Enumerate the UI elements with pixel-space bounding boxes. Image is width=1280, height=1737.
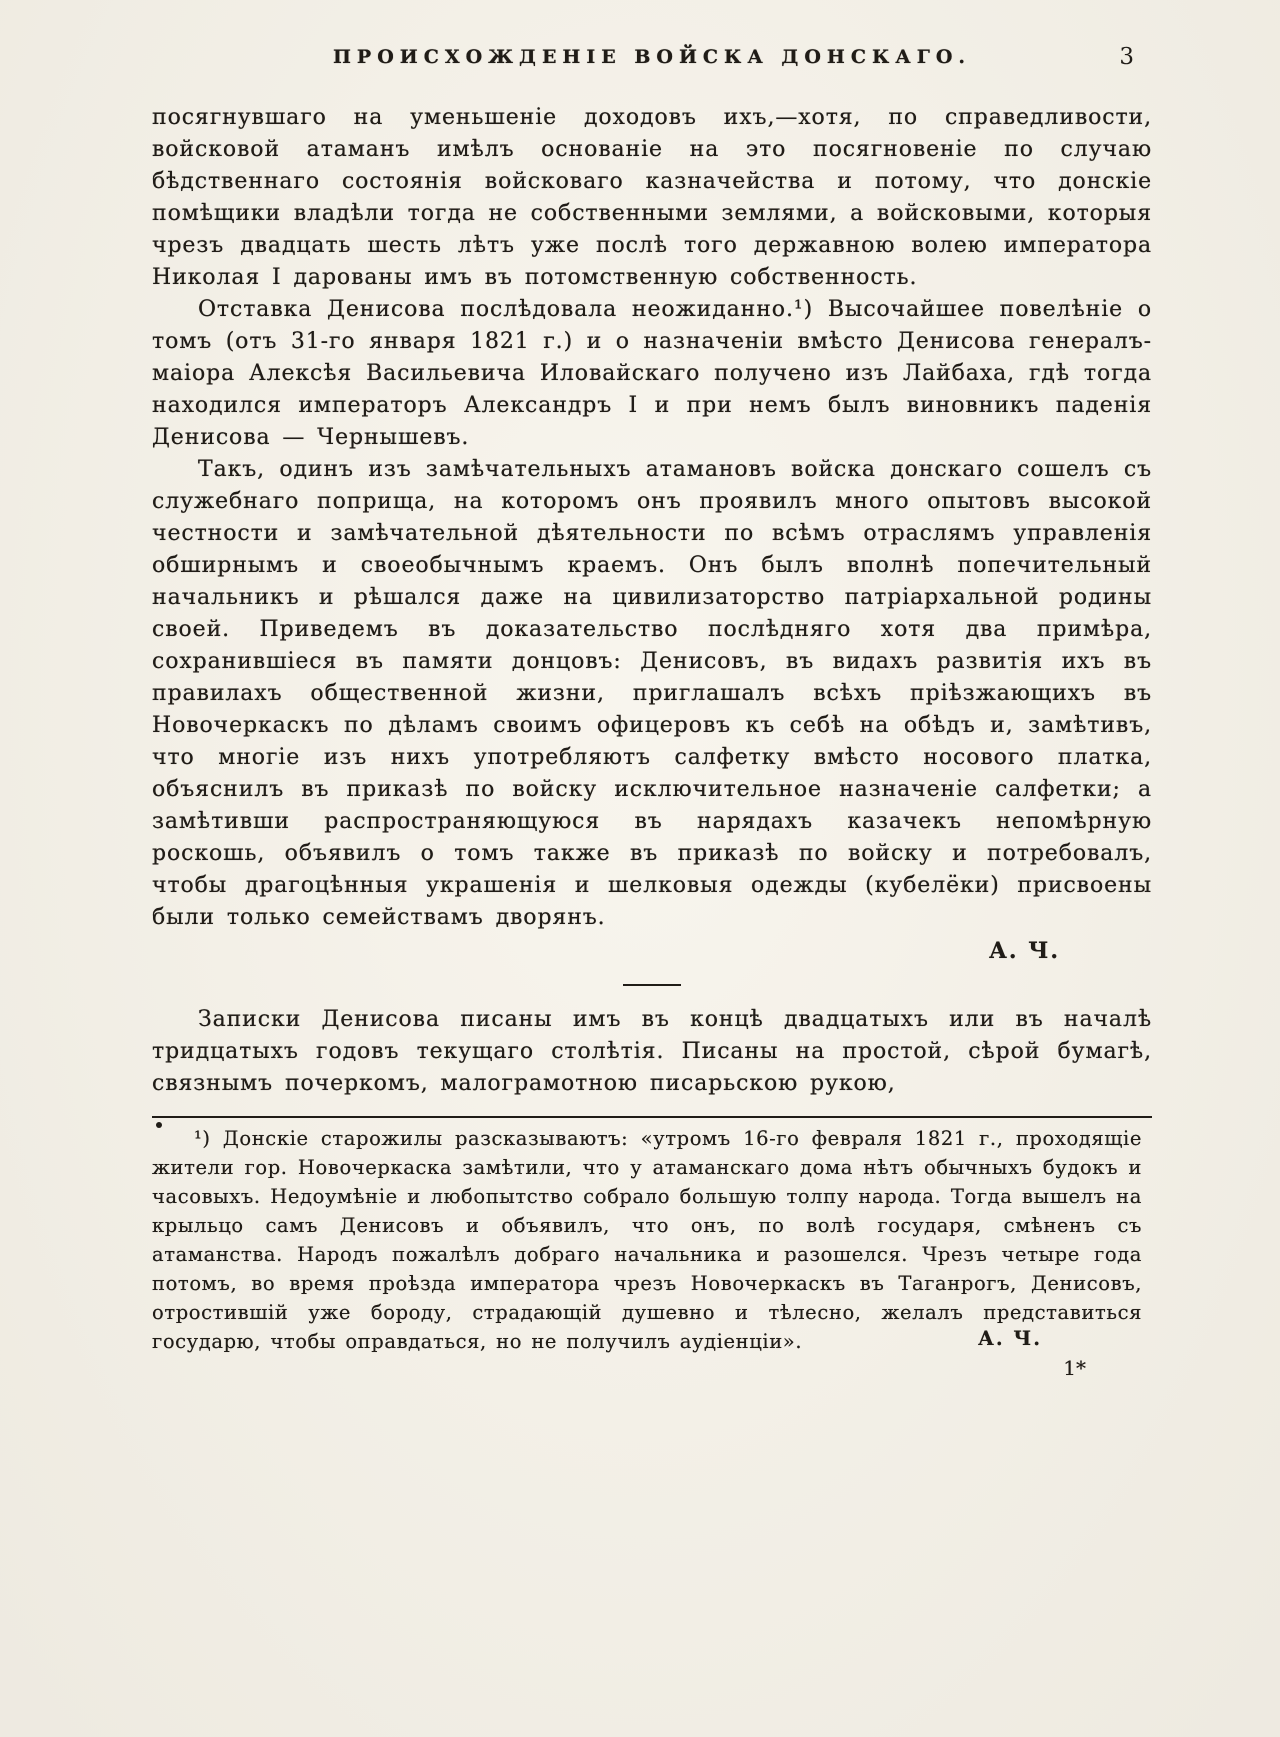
main-text-block <box>152 102 1152 934</box>
paragraph: Записки Денисова писаны имъ въ концѣ двадцатыхъ или въ началѣ тридцатыхъ годовъ текущаго столѣтія. Писаны на простой, сѣрой бумагѣ, связнымъ почеркомъ, малограмотною писарьскою рукою, <box>152 1007 1152 1096</box>
section-divider <box>623 984 681 986</box>
author-initials: А. Ч. <box>989 938 1060 964</box>
page-number: 3 <box>1119 44 1134 70</box>
signature-mark: 1* <box>1063 1356 1086 1380</box>
paragraph-continuation: посягнувшаго на уменьшеніе доходовъ ихъ,—хотя, по справедливости, войсковой атаманъ имѣлъ основаніе на это посягновеніе по случаю бѣдственнаго состоянія войсковаго казначейства и потому, что донскіе помѣщики владѣли тогда не собственными землями, а войсковыми, которыя чрезъ двадцать шесть лѣтъ уже послѣ того державною волею императора Николая I дарованы имъ въ потомственную собственность. <box>152 105 1152 290</box>
page-header <box>152 46 1152 76</box>
footnote-rule <box>152 1116 1152 1118</box>
closing-text-block <box>152 1004 1152 1100</box>
footnote-author-initials: А. Ч. <box>977 1327 1042 1350</box>
printers-dot-ornament <box>156 1122 162 1128</box>
paragraph: Такъ, одинъ изъ замѣчательныхъ атамановъ войска донскаго сошелъ съ служебнаго поприща, на которомъ онъ проявилъ много опытовъ высокой честности и замѣчательной дѣятельности по всѣмъ отраслямъ управленія обширнымъ и своеобычнымъ краемъ. Онъ былъ вполнѣ попечительный начальникъ и рѣшался даже на цивилизаторство патріархальной родины своей. Приведемъ въ доказательство послѣдняго хотя два примѣра, сохранившіеся въ памяти донцовъ: Денисовъ, въ видахъ развитія ихъ въ правилахъ общественной жизни, приглашалъ всѣхъ пріѣзжающихъ въ Новочеркаскъ по дѣламъ своимъ офицеровъ къ себѣ на обѣдъ и, замѣтивъ, что многіе изъ нихъ употребляютъ салфетку вмѣсто носового платка, объяснилъ въ приказѣ по войску исключительное назначеніе салфетки; а замѣтивши распространяющуюся въ нарядахъ казачекъ непомѣрную роскошь, объявилъ о томъ также въ приказѣ по войску и потребовалъ, чтобы драгоцѣнныя украшенія и шелковыя одежды (кубелёки) присвоены были только семействамъ дворянъ. <box>152 457 1152 930</box>
paragraph: Отставка Денисова послѣдовала неожиданно.¹) Высочайшее повелѣніе о томъ (отъ 31-го января 1821 г.) и о назначеніи вмѣсто Денисова генералъ-маіора Алексѣя Васильевича Иловайскаго получено изъ Лайбаха, гдѣ тогда находился императоръ Александръ I и при немъ былъ виновникъ паденія Денисова — Чернышевъ. <box>152 297 1152 450</box>
running-title: ПРОИСХОЖДЕНІЕ ВОЙСКА ДОНСКАГО. <box>332 46 971 68</box>
footnote-text: ¹) Донскіе старожилы разсказываютъ: «утромъ 16-го февраля 1821 г., проходящіе жители гор. Новочеркаска замѣтили, что у атаманскаго дома нѣтъ обычныхъ будокъ и часовыхъ. Недоумѣніе и любопытство собрало большую толпу народа. Тогда вышелъ на крыльцо самъ Денисовъ и объявилъ, что онъ, по волѣ государя, смѣненъ съ атаманства. Народъ пожалѣлъ добраго начальника и разошелся. Чрезъ четыре года потомъ, во время проѣзда императора чрезъ Новочеркаскъ въ Таганрогъ, Денисовъ, отростившій уже бороду, страдающій душевно и тѣлесно, желалъ представиться государю, чтобы оправдаться, но не получилъ аудіенціи». <box>152 1127 1142 1353</box>
